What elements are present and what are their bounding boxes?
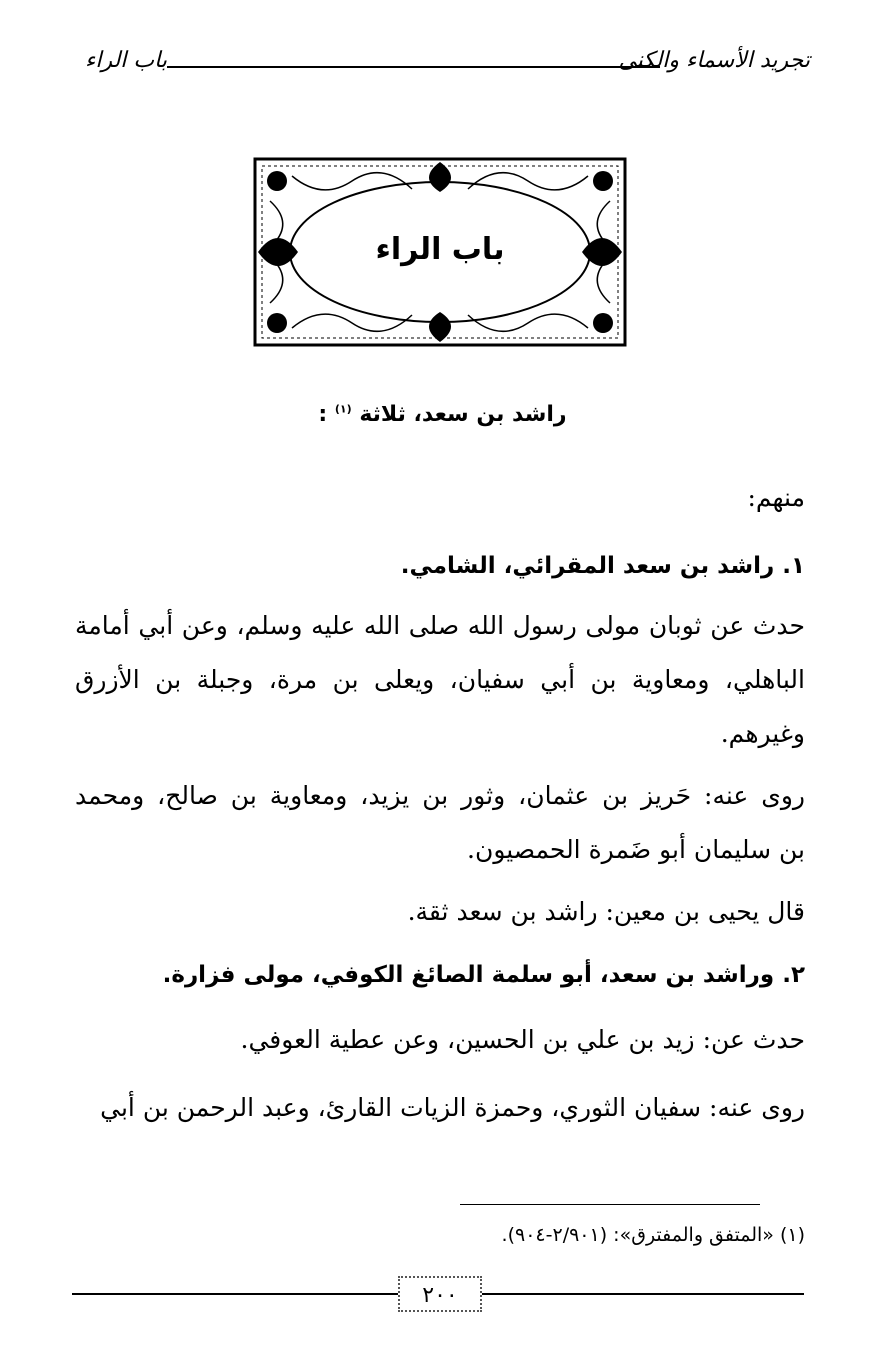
footnote: (١) «المتفق والمفترق»: (٢/٩٠١-٩٠٤). bbox=[501, 1224, 805, 1246]
section-heading bbox=[0, 402, 885, 427]
intro-line: منهم: bbox=[747, 483, 805, 512]
header-rule bbox=[167, 66, 660, 68]
entry1-line: حدث عن ثوبان مولى رسول الله صلى الله عليه وسلم، وعن أبي أمامة bbox=[75, 611, 805, 640]
entry1-line: قال يحيى بن معين: راشد بن سعد ثقة. bbox=[407, 897, 805, 926]
running-head bbox=[85, 48, 810, 88]
ornamental-frame bbox=[252, 156, 628, 348]
entry1-line: الباهلي، ومعاوية بن أبي سفيان، ويعلى بن مرة، وجبلة بن الأزرق bbox=[75, 665, 805, 694]
chapter-running-title: باب الراء bbox=[85, 48, 167, 73]
entry2-line: روى عنه: سفيان الثوري، وحمزة الزيات القارئ، وعبد الرحمن بن أبي bbox=[100, 1093, 805, 1122]
footnote-marker: (١) bbox=[334, 402, 352, 416]
book-title: تجريد الأسماء والكنى bbox=[618, 48, 810, 73]
footer-rule-right bbox=[482, 1293, 804, 1295]
section-heading-text: راشد بن سعد، ثلاثة bbox=[359, 402, 567, 427]
entry1-title: ١. راشد بن سعد المقرائي، الشامي. bbox=[400, 553, 805, 579]
page-number: ٢٠٠ bbox=[398, 1276, 482, 1312]
chapter-title: باب الراء bbox=[375, 232, 505, 267]
footer-rule-left bbox=[72, 1293, 398, 1295]
entry1-line: بن سليمان أبو ضَمرة الحمصيون. bbox=[467, 835, 805, 864]
entry2-title: ٢. وراشد بن سعد، أبو سلمة الصائغ الكوفي، مولى فزارة. bbox=[162, 962, 805, 988]
section-heading-colon: : bbox=[318, 402, 328, 427]
entry1-line: روى عنه: حَريز بن عثمان، وثور بن يزيد، ومعاوية بن صالح، ومحمد bbox=[75, 781, 805, 810]
footnote-rule bbox=[460, 1204, 760, 1205]
entry2-line: حدث عن: زيد بن علي بن الحسين، وعن عطية العوفي. bbox=[240, 1025, 805, 1054]
entry1-line: وغيرهم. bbox=[720, 719, 805, 748]
